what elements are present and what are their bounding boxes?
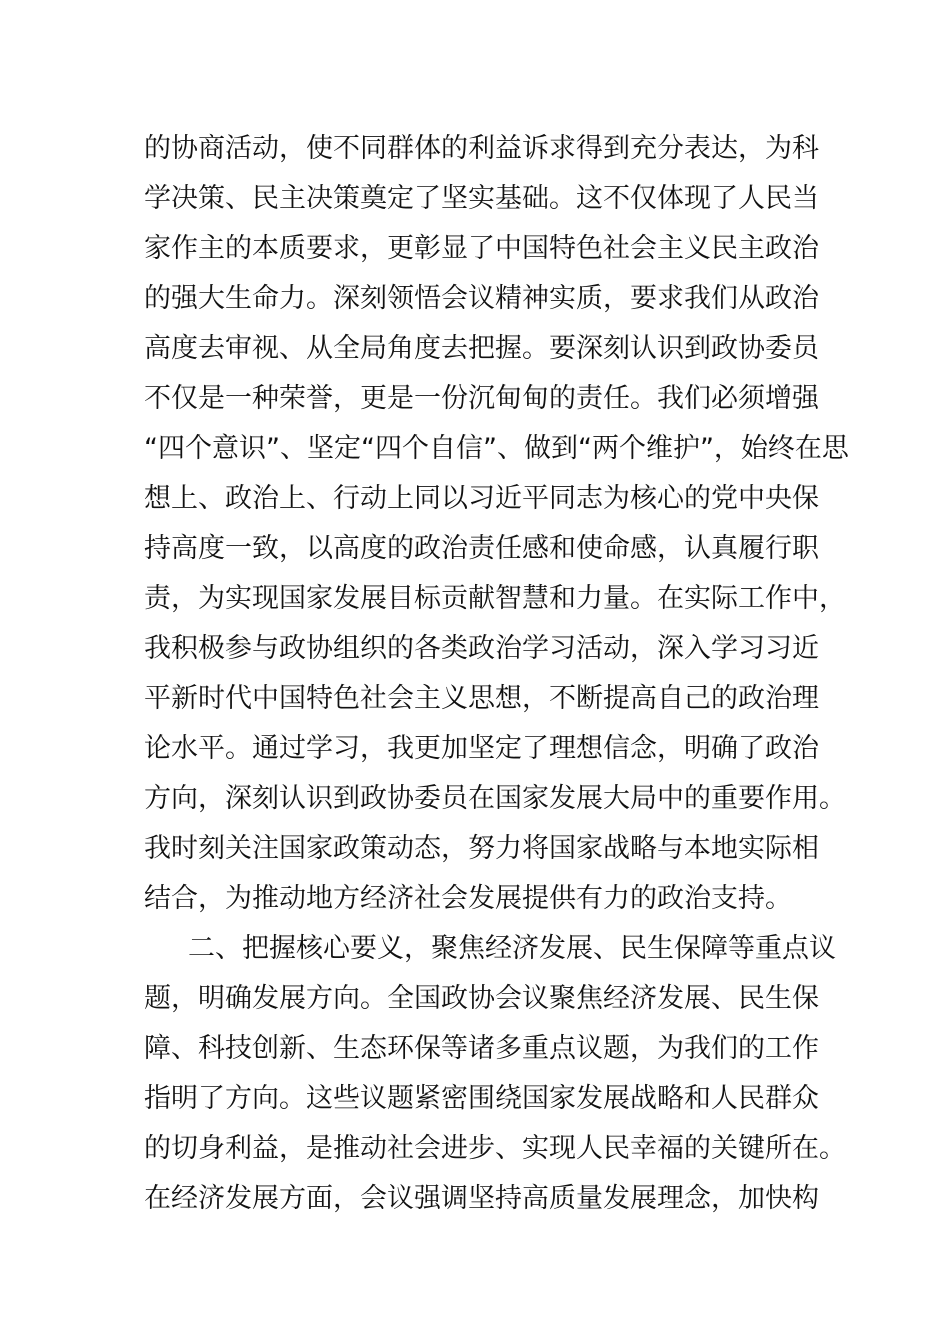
text-line: “四个意识”、坚定“四个自信”、做到“两个维护”，始终在思 [144,433,849,464]
text-line: 责，为实现国家发展目标贡献智慧和力量。在实际工作中， [144,583,846,614]
text-line: 平新时代中国特色社会主义思想，不断提高自己的政治理 [144,683,819,714]
section-heading-line: 二、把握核心要义，聚焦经济发展、民生保障等重点议 [188,933,836,964]
text-line: 想上、政治上、行动上同以习近平同志为核心的党中央保 [144,483,819,514]
text-line: 题，明确发展方向。全国政协会议聚焦经济发展、民生保 [144,983,819,1014]
text-line: 在经济发展方面，会议强调坚持高质量发展理念，加快构 [144,1183,819,1214]
text-line: 我时刻关注国家政策动态，努力将国家战略与本地实际相 [144,833,819,864]
text-line: 的协商活动，使不同群体的利益诉求得到充分表达，为科 [144,133,819,164]
text-line: 论水平。通过学习，我更加坚定了理想信念，明确了政治 [144,733,819,764]
text-line: 的强大生命力。深刻领悟会议精神实质，要求我们从政治 [144,283,819,314]
text-line: 不仅是一种荣誉，更是一份沉甸甸的责任。我们必须增强 [144,383,819,414]
text-line: 结合，为推动地方经济社会发展提供有力的政治支持。 [144,883,792,914]
text-line: 的切身利益，是推动社会进步、实现人民幸福的关键所在。 [144,1133,846,1164]
text-line: 方向，深刻认识到政协委员在国家发展大局中的重要作用。 [144,783,846,814]
text-line: 障、科技创新、生态环保等诸多重点议题，为我们的工作 [144,1033,819,1064]
text-line: 学决策、民主决策奠定了坚实基础。这不仅体现了人民当 [144,183,819,214]
text-line: 持高度一致，以高度的政治责任感和使命感，认真履行职 [144,533,819,564]
body-text [144,124,849,1224]
text-line: 指明了方向。这些议题紧密围绕国家发展战略和人民群众 [144,1083,819,1114]
text-line: 我积极参与政协组织的各类政治学习活动，深入学习习近 [144,633,819,664]
text-line: 家作主的本质要求，更彰显了中国特色社会主义民主政治 [144,233,819,264]
text-line: 高度去审视、从全局角度去把握。要深刻认识到政协委员 [144,333,819,364]
